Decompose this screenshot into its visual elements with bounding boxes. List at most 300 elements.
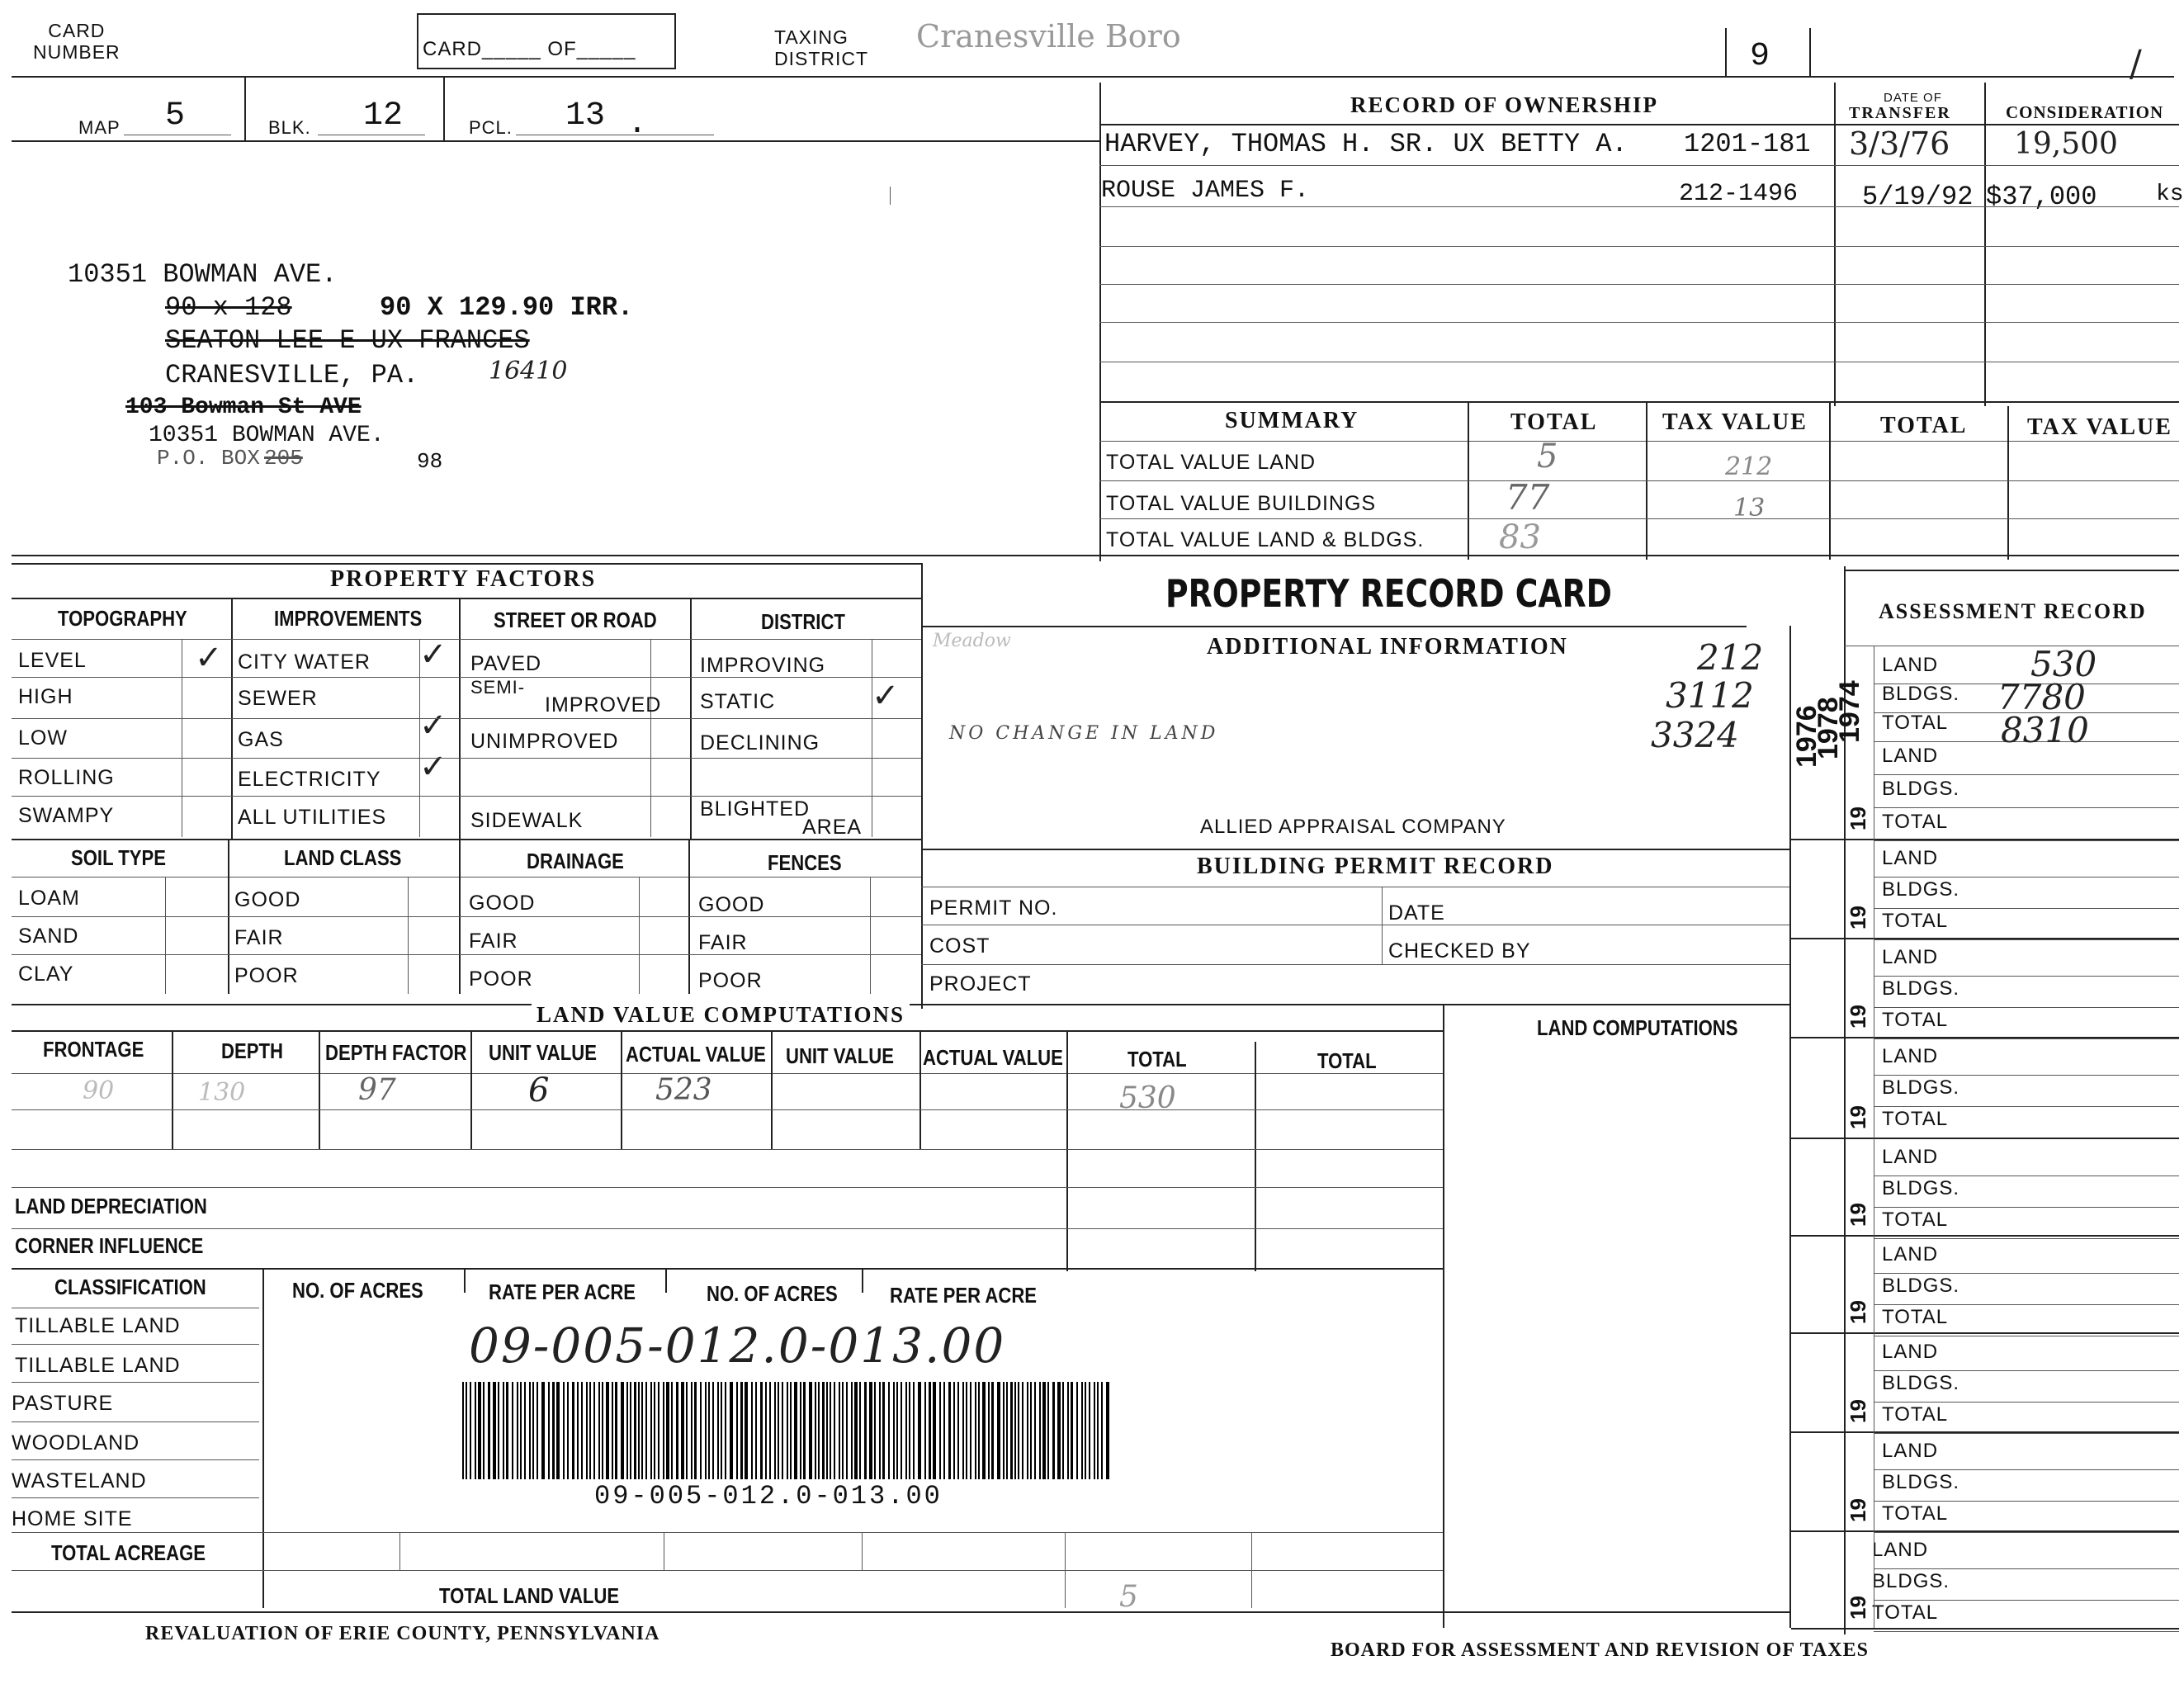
topo-rolling: ROLLING xyxy=(18,766,115,789)
assessment-label-total: TOTAL xyxy=(1882,1306,1949,1328)
consideration-label: CONSIDERATION xyxy=(2006,102,2164,122)
assessment-title-rule xyxy=(1844,570,2179,571)
barcode-bar xyxy=(826,1382,828,1479)
lv-col-6 xyxy=(919,1030,921,1149)
lv-frontage-value: 90 xyxy=(83,1076,115,1105)
assessment-row-rule xyxy=(1874,1238,2179,1239)
parcel-bottom-rule xyxy=(12,140,1101,142)
barcode-bar xyxy=(769,1382,771,1479)
assessment-block-rule xyxy=(1791,1628,2179,1630)
assessment-year-prefix: 19 xyxy=(1846,1105,1870,1129)
impr-water-check: ✓ xyxy=(419,636,447,674)
assessment-label-total: TOTAL xyxy=(1882,1009,1949,1031)
barcode-bar xyxy=(512,1382,513,1479)
soil-header: SOIL TYPE xyxy=(71,845,167,870)
barcode-bar xyxy=(621,1382,624,1479)
class-row-tillable-2: TILLABLE LAND xyxy=(15,1354,181,1377)
assessment-label-total: TOTAL xyxy=(1882,712,1949,734)
acreage-col-3 xyxy=(862,1532,863,1570)
pcl-label: PCL. xyxy=(469,117,513,138)
lv-col-4 xyxy=(621,1030,622,1149)
lv-header-total: TOTAL xyxy=(1127,1047,1187,1071)
barcode-bar xyxy=(1071,1382,1073,1479)
barcode-bar xyxy=(602,1382,603,1479)
district-header: DISTRICT xyxy=(761,609,845,634)
class-header-acres: NO. OF ACRES xyxy=(292,1278,423,1303)
barcode-bar xyxy=(962,1382,964,1479)
class-row-rule-5 xyxy=(12,1497,259,1498)
assessment-label-bldgs: BLDGS. xyxy=(1872,1570,1950,1592)
street-improved: IMPROVED xyxy=(545,693,662,717)
class-header-rate: RATE PER ACRE xyxy=(489,1280,636,1304)
barcode-bar xyxy=(1089,1382,1090,1479)
barcode-bar xyxy=(462,1382,464,1479)
lv-header-depth-factor: DEPTH FACTOR xyxy=(325,1040,467,1065)
transfer-label: TRANSFER xyxy=(1849,104,1951,122)
assessment-row-rule xyxy=(1874,976,2179,977)
ownership-date-divider xyxy=(1834,83,1836,406)
permit-no-label: PERMIT NO. xyxy=(929,896,1058,920)
blk-value: 12 xyxy=(363,97,404,135)
lv-col-2 xyxy=(319,1030,320,1149)
summary-row-3-label: TOTAL VALUE LAND & BLDGS. xyxy=(1106,528,1425,551)
total-land-value-label: TOTAL LAND VALUE xyxy=(439,1583,620,1608)
barcode-bar xyxy=(630,1382,631,1479)
soil-check-1 xyxy=(165,877,166,994)
barcode-bar xyxy=(488,1382,490,1479)
assessment-block-rule xyxy=(1791,1138,2179,1139)
lv-row-4 xyxy=(12,1228,1443,1229)
assessment-label-bldgs: BLDGS. xyxy=(1882,1372,1960,1394)
soil-clay: CLAY xyxy=(18,963,74,986)
owner-row-1-book: 1201-181 xyxy=(1684,129,1811,159)
barcode-bar xyxy=(1101,1382,1103,1479)
owner-row-rule-3 xyxy=(1099,246,2179,247)
land-value-title: LAND VALUE COMPUTATIONS xyxy=(532,1002,910,1028)
footer-left: REVALUATION OF ERIE COUNTY, PENNSYLVANIA xyxy=(145,1623,660,1644)
assessment-year-prefix: 19 xyxy=(1846,1399,1870,1423)
pcl-value: 13 xyxy=(565,97,606,135)
barcode-bar xyxy=(948,1382,951,1479)
topo-low: LOW xyxy=(18,726,68,750)
topo-level: LEVEL xyxy=(18,649,87,672)
barcode-bar xyxy=(846,1382,848,1479)
allied-appraisal: ALLIED APPRAISAL COMPANY xyxy=(1200,816,1506,838)
class-bottom-rule xyxy=(12,1611,1789,1613)
land-class-fair: FAIR xyxy=(234,926,284,949)
assessment-row-rule xyxy=(1874,1207,2179,1208)
assessment-row-rule xyxy=(1874,1433,2179,1434)
assessment-row-rule xyxy=(1874,1370,2179,1371)
assessment-label-bldgs: BLDGS. xyxy=(1882,977,1960,1000)
assessment-label-total: TOTAL xyxy=(1882,1209,1949,1231)
barcode-bar xyxy=(800,1382,801,1479)
assessment-year-prefix: 19 xyxy=(1846,1005,1870,1029)
barcode-bar xyxy=(896,1382,898,1479)
barcode-bar xyxy=(1097,1382,1099,1479)
barcode-bar xyxy=(475,1382,476,1479)
assessment-label-land: LAND xyxy=(1882,654,1939,676)
barcode-bar xyxy=(975,1382,976,1479)
address-line-5-struck: 103 Bowman St AVE xyxy=(125,395,362,420)
class-col-4 xyxy=(862,1268,863,1293)
owner-row-1-consideration: 19,500 xyxy=(2014,127,2118,161)
lv-actual-value: 523 xyxy=(655,1073,712,1107)
record-card-title-rule xyxy=(921,626,1747,627)
barcode-bar xyxy=(694,1382,697,1479)
factors-right-border xyxy=(921,563,923,1009)
barcode-bar xyxy=(638,1382,640,1479)
barcode-bar xyxy=(879,1382,881,1479)
lv-header-total-2: TOTAL xyxy=(1317,1048,1377,1073)
assessment-row-rule xyxy=(1874,939,2179,940)
district-area: AREA xyxy=(802,816,863,839)
barcode-bar xyxy=(755,1382,757,1479)
barcode-bar xyxy=(712,1382,714,1479)
lv-row-5 xyxy=(12,1268,1443,1270)
barcode-bar xyxy=(803,1382,806,1479)
barcode-bar xyxy=(466,1382,467,1479)
lv-header-unit-value-2: UNIT VALUE xyxy=(786,1043,894,1068)
barcode-bar xyxy=(834,1382,835,1479)
factors-check-col-3 xyxy=(650,639,651,837)
lv-row-2 xyxy=(12,1149,1443,1150)
assessment-row-rule xyxy=(1874,774,2179,775)
owner-row-2-date: 5/19/92 xyxy=(1862,182,1974,212)
barcode-bar xyxy=(774,1382,776,1479)
assessment-label-land: LAND xyxy=(1882,1243,1939,1265)
taxing-district-label: TAXING DISTRICT xyxy=(774,26,869,69)
street-sidewalk: SIDEWALK xyxy=(470,809,584,832)
class-row-rule-2 xyxy=(12,1382,259,1383)
barcode-bar xyxy=(1106,1382,1109,1479)
barcode-bar xyxy=(842,1382,844,1479)
barcode-bar xyxy=(634,1382,636,1479)
address-line-7-struck: 205 xyxy=(264,446,303,471)
district-static: STATIC xyxy=(700,690,776,713)
improvements-header: IMPROVEMENTS xyxy=(274,606,423,631)
permit-checked-label: CHECKED BY xyxy=(1388,939,1531,963)
lv-col-8 xyxy=(1255,1042,1256,1271)
barcode-bar xyxy=(1042,1382,1046,1479)
assessment-row-rule xyxy=(1874,1402,2179,1403)
assessment-label-land: LAND xyxy=(1882,1146,1939,1168)
barcode-bar xyxy=(988,1382,990,1479)
owner-row-rule-5 xyxy=(1099,322,2179,323)
assessment-row-rule xyxy=(1874,1568,2179,1569)
barcode-bar xyxy=(686,1382,688,1479)
class-col-2 xyxy=(464,1268,466,1293)
class-row-rule-3 xyxy=(12,1421,259,1422)
barcode-bar xyxy=(909,1382,910,1479)
lv-col-1 xyxy=(172,1030,173,1149)
barcode-bar xyxy=(1010,1382,1013,1479)
summary-total-label-2: TOTAL xyxy=(1880,413,1968,438)
barcode-bar xyxy=(893,1382,895,1479)
address-zip: 16410 xyxy=(489,357,568,386)
barcode-bar xyxy=(913,1382,915,1479)
owner-row-rule-4 xyxy=(1099,284,2179,285)
assessment-label-total: TOTAL xyxy=(1882,811,1949,833)
district-blighted: BLIGHTED xyxy=(700,797,811,821)
summary-row-2-label: TOTAL VALUE BUILDINGS xyxy=(1106,492,1377,515)
street-paved: PAVED xyxy=(470,652,542,675)
barcode-bar xyxy=(572,1382,574,1479)
district-static-check: ✓ xyxy=(872,677,900,715)
address-line-6: 10351 BOWMAN AVE. xyxy=(149,423,385,448)
summary-tax-label-2: TAX VALUE xyxy=(2027,414,2172,440)
assessment-row-rule xyxy=(1874,840,2179,841)
barcode-bar xyxy=(787,1382,788,1479)
barcode-bar xyxy=(859,1382,861,1479)
lv-col-5 xyxy=(771,1030,773,1149)
address-line-1: 10351 BOWMAN AVE. xyxy=(68,259,338,290)
barcode-bar xyxy=(751,1382,753,1479)
assessment-row-rule xyxy=(1874,1038,2179,1039)
barcode-bar xyxy=(641,1382,643,1479)
barcode-bar xyxy=(918,1382,921,1479)
summary-row-1-label: TOTAL VALUE LAND xyxy=(1106,451,1317,474)
lv-col-3 xyxy=(470,1030,472,1149)
lv-depth-value: 130 xyxy=(198,1078,246,1107)
barcode-bar xyxy=(730,1382,733,1479)
summary-div-4 xyxy=(2007,406,2009,560)
acreage-col-1 xyxy=(399,1532,400,1570)
total-land-value-hand: 5 xyxy=(1119,1580,1138,1614)
barcode-bar xyxy=(650,1382,652,1479)
land-comp-left-border xyxy=(1443,1004,1444,1628)
barcode-bar xyxy=(654,1382,655,1479)
permit-title: BUILDING PERMIT RECORD xyxy=(1197,854,1554,879)
barcode-bar xyxy=(581,1382,583,1479)
permit-date-label: DATE xyxy=(1388,901,1445,925)
summary-title: SUMMARY xyxy=(1225,408,1359,433)
assessment-row-rule xyxy=(1874,1007,2179,1008)
barcode-bar xyxy=(869,1382,872,1479)
summary-row-rule-2 xyxy=(1099,518,2179,519)
barcode-bar xyxy=(830,1382,831,1479)
barcode-bar xyxy=(740,1382,743,1479)
assessment-year-prefix: 19 xyxy=(1846,1596,1870,1620)
barcode-bar xyxy=(933,1382,936,1479)
street-header: STREET OR ROAD xyxy=(494,608,657,632)
class-col-3 xyxy=(665,1268,667,1293)
blk-divider xyxy=(443,76,445,140)
summary-tax-label: TAX VALUE xyxy=(1662,409,1808,435)
barcode-bar xyxy=(593,1382,595,1479)
assessment-row-rule xyxy=(1874,807,2179,808)
class-row-woodland: WOODLAND xyxy=(12,1431,140,1455)
address-line-7-value: 98 xyxy=(417,449,443,474)
street-unimproved: UNIMPROVED xyxy=(470,730,619,753)
barcode-bar xyxy=(708,1382,710,1479)
assessment-title: ASSESSMENT RECORD xyxy=(1879,599,2147,623)
barcode-bar xyxy=(721,1382,722,1479)
pcl-dot: . xyxy=(627,106,648,143)
factors-header-bottom xyxy=(12,639,921,640)
factors-row-4 xyxy=(12,796,921,797)
permit-project-label: PROJECT xyxy=(929,972,1032,996)
summary-row-2-total: 77 xyxy=(1506,477,1550,518)
barcode-bar xyxy=(953,1382,955,1479)
barcode-bar xyxy=(1085,1382,1086,1479)
barcode-bar xyxy=(577,1382,579,1479)
barcode-bar xyxy=(1006,1382,1008,1479)
factors-col-1 xyxy=(231,598,233,840)
class-row-home-site: HOME SITE xyxy=(12,1507,133,1530)
permit-row-2 xyxy=(921,964,1789,965)
barcode-bar xyxy=(658,1382,659,1479)
assessment-row-rule xyxy=(1874,1075,2179,1076)
assessment-label-total: TOTAL xyxy=(1882,1108,1949,1130)
barcode-bar xyxy=(483,1382,485,1479)
address-line-4: CRANESVILLE, PA. xyxy=(165,360,419,390)
barcode-bar xyxy=(498,1382,499,1479)
barcode-bar xyxy=(506,1382,508,1479)
barcode-bar xyxy=(589,1382,591,1479)
barcode-bar xyxy=(645,1382,647,1479)
assessment-label-land: LAND xyxy=(1882,1440,1939,1462)
barcode-bar xyxy=(1018,1382,1019,1479)
corner-influence-label: CORNER INFLUENCE xyxy=(15,1233,204,1258)
barcode-bar xyxy=(929,1382,931,1479)
barcode-bar xyxy=(563,1382,565,1479)
barcode-bar xyxy=(606,1382,609,1479)
barcode-bar xyxy=(700,1382,702,1479)
barcode-bar xyxy=(626,1382,628,1479)
barcode-bar xyxy=(809,1382,812,1479)
assessment-row-rule xyxy=(1874,1175,2179,1176)
assessment-bldgs-value: 7780 xyxy=(1997,677,2086,717)
owner-row-2-book: 212-1496 xyxy=(1679,180,1799,208)
ownership-header-rule xyxy=(1099,124,2179,125)
owner-row-rule-2 xyxy=(1099,206,2179,207)
factors-col-2 xyxy=(459,598,461,840)
class-header-acres-2: NO. OF ACRES xyxy=(707,1281,838,1306)
barcode-bar xyxy=(1076,1382,1078,1479)
assessment-label-land: LAND xyxy=(1882,1045,1939,1067)
lv-unit-value: 6 xyxy=(528,1071,550,1109)
top-rule xyxy=(12,76,2174,78)
assessment-label-bldgs: BLDGS. xyxy=(1882,1177,1960,1199)
impr-gas: GAS xyxy=(238,728,284,751)
class-header-classification: CLASSIFICATION xyxy=(54,1275,206,1299)
summary-row-1-total: 5 xyxy=(1537,438,1558,475)
barcode-bar xyxy=(671,1382,673,1479)
card-number-label: CARD NUMBER xyxy=(33,20,121,63)
ownership-title: RECORD OF OWNERSHIP xyxy=(1350,92,1659,117)
barcode-bar xyxy=(924,1382,926,1479)
impr-gas-check: ✓ xyxy=(419,707,447,745)
land-computations-label: LAND COMPUTATIONS xyxy=(1537,1015,1738,1040)
land-class-good: GOOD xyxy=(234,888,301,911)
barcode-bar xyxy=(745,1382,748,1479)
assessment-label-bldgs: BLDGS. xyxy=(1882,1471,1960,1493)
barcode-bar xyxy=(681,1382,684,1479)
summary-row-2-tax: 13 xyxy=(1733,494,1766,523)
barcode-bar xyxy=(470,1382,471,1479)
barcode-bar xyxy=(537,1382,538,1479)
barcode-bar xyxy=(864,1382,867,1479)
barcode-bar xyxy=(529,1382,531,1479)
barcode-bar xyxy=(1052,1382,1055,1479)
barcode-bar xyxy=(905,1382,907,1479)
hand-number-1: 212 xyxy=(1697,637,1764,678)
map-value: 5 xyxy=(165,97,186,135)
barcode-bar xyxy=(790,1382,792,1479)
owner-row-2-name: ROUSE JAMES F. xyxy=(1101,177,1310,205)
owner-row-1-date: 3/3/76 xyxy=(1849,125,1950,162)
assessment-row-rule xyxy=(1874,1631,2179,1632)
factors-title: PROPERTY FACTORS xyxy=(330,566,597,592)
lv-header-actual-value-2: ACTUAL VALUE xyxy=(923,1045,1063,1070)
address-line-2: 90 X 129.90 IRR. xyxy=(380,292,634,323)
year-1974: 1974 xyxy=(1834,680,1865,743)
barcode-bar xyxy=(1022,1382,1023,1479)
lv-row-3 xyxy=(12,1187,1443,1188)
land-value-header-bottom xyxy=(12,1073,1443,1074)
assessment-row-rule xyxy=(1874,1600,2179,1601)
assessment-row-rule xyxy=(1874,1273,2179,1274)
summary-row-1-tax: 212 xyxy=(1725,452,1773,481)
assessment-block-rule xyxy=(1791,938,2179,939)
barcode-bar xyxy=(1067,1382,1069,1479)
barcode-bar xyxy=(874,1382,876,1479)
lv-col-7 xyxy=(1066,1030,1068,1271)
impr-city-water: CITY WATER xyxy=(238,650,371,674)
class-row-rule-1 xyxy=(12,1344,259,1345)
permit-top-rule xyxy=(921,849,1789,850)
class-row-rule-6 xyxy=(12,1532,1443,1533)
soil-check-2 xyxy=(408,877,409,994)
factors-col-3 xyxy=(690,598,692,840)
assessment-label-land: LAND xyxy=(1882,946,1939,968)
assessment-year-prefix: 19 xyxy=(1846,906,1870,930)
permit-mid-divider xyxy=(1382,887,1383,964)
barcode-bar xyxy=(978,1382,980,1479)
barcode-bar xyxy=(1047,1382,1049,1479)
assessment-label-bldgs: BLDGS. xyxy=(1882,683,1960,705)
assessment-row-rule xyxy=(1874,1304,2179,1305)
drainage-good: GOOD xyxy=(469,892,536,915)
ownership-consideration-divider xyxy=(1984,83,1986,406)
barcode-bar xyxy=(676,1382,678,1479)
barcode-bar xyxy=(663,1382,664,1479)
card-of-label: CARD_____ OF_____ xyxy=(423,38,636,60)
barcode-bar xyxy=(493,1382,496,1479)
record-card-title: PROPERTY RECORD CARD xyxy=(1165,571,1612,616)
assessment-label-total: TOTAL xyxy=(1882,1502,1949,1525)
lv-total-value: 530 xyxy=(1119,1081,1176,1115)
barcode-bar xyxy=(478,1382,481,1479)
assessment-label-total: TOTAL xyxy=(1882,910,1949,932)
assessment-label-land: LAND xyxy=(1882,1341,1939,1363)
topo-high: HIGH xyxy=(18,685,73,708)
fences-header: FENCES xyxy=(768,850,842,875)
assessment-row-rule xyxy=(1874,908,2179,909)
soil-row-2 xyxy=(12,954,921,955)
soil-loam: LOAM xyxy=(18,887,80,910)
barcode-bar xyxy=(778,1382,779,1479)
assessment-label-land: LAND xyxy=(1882,745,1939,767)
additional-note: NO CHANGE IN LAND xyxy=(949,723,1219,744)
map-label: MAP xyxy=(78,117,121,138)
land-depreciation-label: LAND DEPRECIATION xyxy=(15,1194,207,1218)
fences-good: GOOD xyxy=(698,893,765,916)
barcode-bar xyxy=(957,1382,959,1479)
assessment-label-bldgs: BLDGS. xyxy=(1882,1275,1960,1297)
barcode-bar xyxy=(586,1382,588,1479)
